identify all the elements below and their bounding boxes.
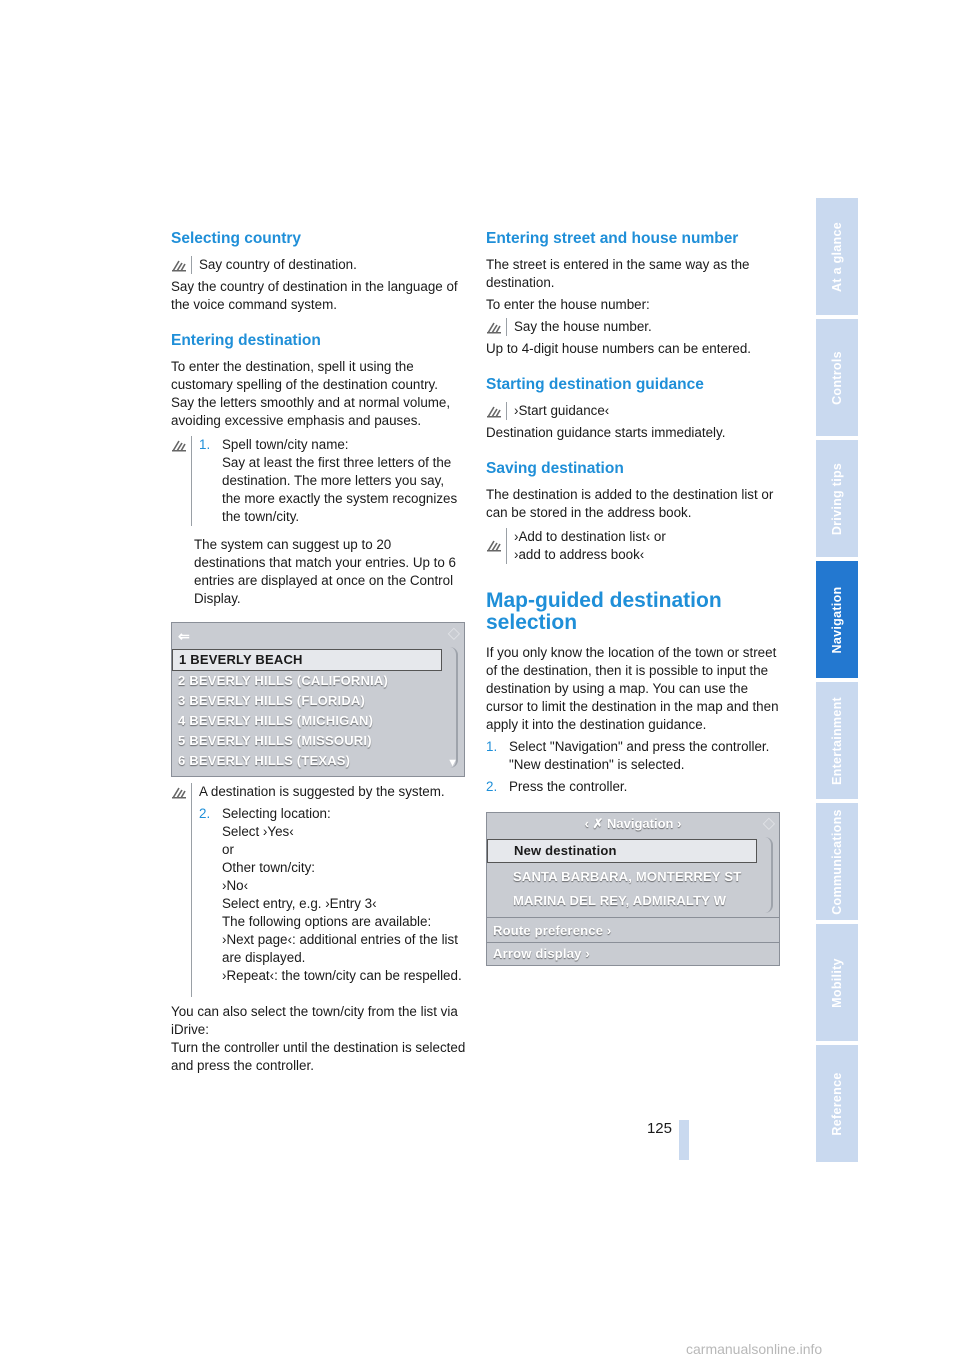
voice-house-number: Say the house number. [486, 318, 781, 336]
heading-selecting-country: Selecting country [171, 230, 302, 247]
menu-route-preference[interactable]: Route preference › [493, 923, 612, 938]
scroll-down-icon: ▼ [447, 757, 458, 769]
left-column: Selecting country Say country of destination. Say the country of destination in the language of the voice command system. Entering destination To enter the destination, spell it using the customary spelling of the destination country. Say the letters smoothly and at normal volume, avoiding excessive emphasis and pauses. 1. Spell town/city name: Say at least the first three letters of the destination. The more letters you say, the more exactly the system recognizes the town/city. The system can suggest up to 20 destinations that match your entries. Up to 6 entries are displayed at once on the Control Display. ⇐ ◇ ▼ 1 BEVERLY BEACH 2 BEVERLY HILLS (CALIFORNIA) 3 BEVERLY HILLS (FLORIDA) 4 BEVERLY HILLS (MICHIGAN) 5 BEVERLY HILLS (MISSOURI) 6 BEVERLY HILLS (TEXAS) A destination is suggested by the system. 2. Selecting location: Select ›Yes‹ or Other town/city: ›No‹ Select entry, e.g. ›Entry 3‹ The following options are available: ›Next page‹: additional entries of the list are displayed. ›Repeat‹: the town/city can be respelled. You can also select the town/city from the list via iDrive: Turn the controller until the destination is selected and press the controller. [171, 230, 466, 1073]
heading-entering-destination: Entering destination [171, 332, 321, 349]
scrollbar [763, 837, 773, 913]
voice-step-spell [171, 436, 466, 526]
step-2: 2. Selecting location: Select ›Yes‹ or Other town/city: ›No‹ Select entry, e.g. ›Entry 3‹ The following options are available: ›Next page‹: additional entries of the list are displayed. ›Repeat‹: the town/city can be respelled. [199, 806, 462, 983]
tab-communications[interactable]: Communications [816, 803, 858, 920]
heading-street: Entering street and house number [486, 230, 739, 247]
voice-command-icon [486, 402, 506, 420]
list-item[interactable]: 3 BEVERLY HILLS (FLORIDA) [178, 693, 366, 708]
heading-map-guided: Map-guided destination selection [486, 589, 722, 634]
voice-command-icon [171, 256, 191, 274]
list-item[interactable]: 5 BEVERLY HILLS (MISSOURI) [178, 733, 372, 748]
list-item[interactable]: 6 BEVERLY HILLS (TEXAS) [178, 753, 351, 768]
direction-icon: ◇ [447, 625, 460, 642]
voice-start-guidance: ›Start guidance‹ [486, 402, 781, 420]
menu-arrow-display[interactable]: Arrow display › [493, 946, 590, 961]
list-item[interactable]: 4 BEVERLY HILLS (MICHIGAN) [178, 713, 374, 728]
list-item[interactable]: 1 BEVERLY BEACH [172, 649, 442, 671]
voice-command-icon [486, 528, 506, 564]
control-display-navigation [486, 812, 780, 966]
list-item[interactable]: SANTA BARBARA, MONTERREY ST [513, 869, 742, 884]
tab-driving-tips[interactable]: Driving tips [816, 440, 858, 557]
tab-reference[interactable]: Reference [816, 1045, 858, 1162]
right-column: Entering street and house number The street is entered in the same way as the destination. To enter the house number: Say the house number. Up to 4-digit house numbers can be entered. Starting destination guidance ›Start guidance‹ Destination guidance starts immediately. Saving destination The destination is added to the destination list or can be stored in the address book. ›Add to destination list‹ or ›add to address book‹ Map-guided destination selection If you only know the location of the town or street of the destination, then it is possible to input the destination by using a map. You can use the cursor to limit the destination in the map and then apply it into the destination guidance. 1. Select "Navigation" and press the controller. "New destination" is selected. 2. Press the controller. ‹ ✗ Navigation › ◇ New destination SANTA BARBARA, MONTERREY ST MARINA DEL REY, ADMIRALTY W Route preference › Arrow display › [486, 228, 781, 966]
voice-command-country: Say country of destination. [171, 256, 466, 274]
map-step-1: 1. Select "Navigation" and press the controller. "New destination" is selected. [486, 739, 770, 772]
footer-watermark: carmanualsonline.info [686, 1341, 823, 1357]
tab-navigation[interactable]: Navigation [816, 561, 858, 678]
map-step-2: 2. Press the controller. [486, 779, 628, 794]
step-1: 1. Spell town/city name: Say at least the first three letters of the destination. The more letters you say, the more exactly the system recognizes the town/city. [199, 437, 458, 524]
list-item[interactable]: MARINA DEL REY, ADMIRALTY W [513, 893, 727, 908]
heading-saving-destination: Saving destination [486, 460, 624, 477]
voice-command-icon [486, 318, 506, 336]
tab-entertainment[interactable]: Entertainment [816, 682, 858, 799]
voice-command-icon [171, 436, 191, 526]
list-item-new-destination[interactable]: New destination [487, 839, 757, 863]
screen-title: ‹ ✗ Navigation › [584, 816, 682, 831]
tab-controls[interactable]: Controls [816, 319, 858, 436]
voice-save: ›Add to destination list‹ or ›add to address book‹ [486, 528, 781, 564]
tab-mobility[interactable]: Mobility [816, 924, 858, 1041]
heading-start-guidance: Starting destination guidance [486, 376, 704, 393]
chapter-tabs [816, 198, 858, 1166]
voice-command-icon [171, 783, 191, 997]
page-marker [679, 1120, 689, 1160]
direction-icon: ◇ [762, 815, 775, 832]
tab-at-a-glance[interactable]: At a glance [816, 198, 858, 315]
voice-step-select: A destination is suggested by the system. 2. Selecting location: Select ›Yes‹ or Other town/city: ›No‹ Select entry, e.g. ›Entry 3‹ The following options are available: ›Next page‹: additional entries of the list are displayed. ›Repeat‹: the town/city can be respelled. [171, 783, 466, 997]
control-display-suggestions [171, 622, 465, 777]
list-item[interactable]: 2 BEVERLY HILLS (CALIFORNIA) [178, 673, 389, 688]
scrollbar [448, 647, 458, 768]
page-number: 125 [646, 1120, 672, 1137]
back-arrow-icon: ⇐ [178, 628, 190, 644]
